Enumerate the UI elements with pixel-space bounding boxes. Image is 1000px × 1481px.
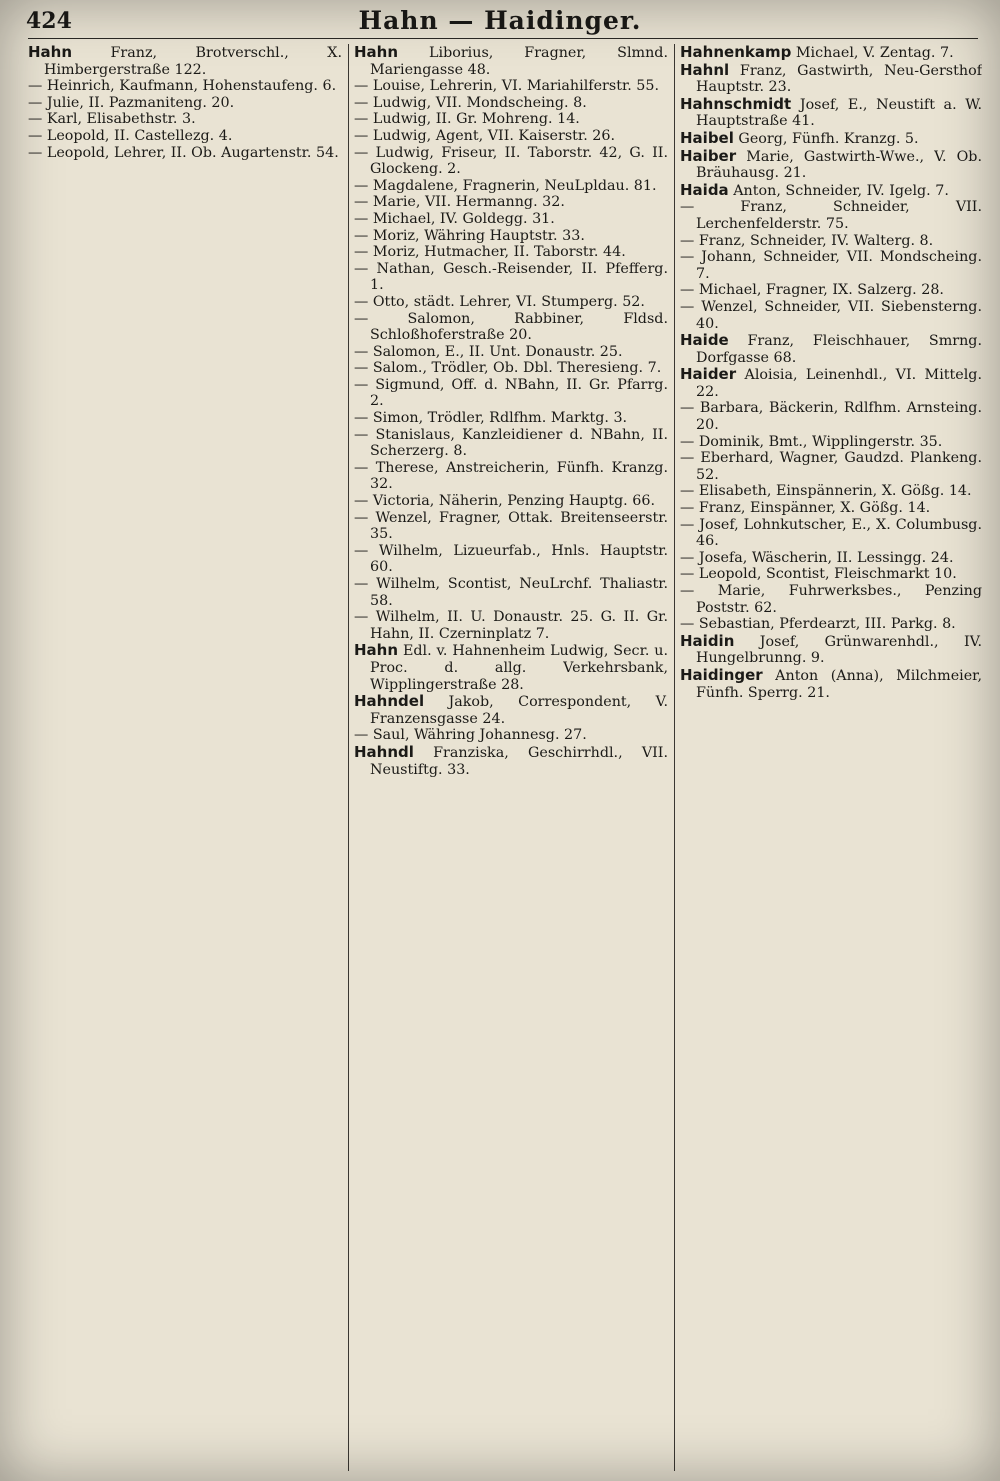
directory-entry xyxy=(680,282,982,299)
entry-surname: Haida xyxy=(680,180,729,199)
entry-surname: Hahnschmidt xyxy=(680,94,792,113)
column-divider xyxy=(674,44,675,1471)
entry-text: — Leopold, II. Castellezg. 4. xyxy=(28,127,233,144)
entry-text: Marie, Gastwirth-Wwe., V. Ob. Bräuhausg. 21. xyxy=(696,148,982,182)
running-title: Hahn — Haidinger. xyxy=(358,6,642,35)
entry-surname: Haiber xyxy=(680,146,737,165)
directory-entry xyxy=(680,233,982,250)
directory-entry xyxy=(354,427,668,460)
directory-entry xyxy=(354,360,668,377)
directory-entry xyxy=(354,178,668,195)
entry-text: — Magdalene, Fragnerin, NeuLpldau. 81. xyxy=(354,177,657,194)
directory-entry xyxy=(354,294,668,311)
directory-entry xyxy=(354,693,668,727)
entry-surname: Haidin xyxy=(680,631,735,650)
directory-entry xyxy=(680,667,982,701)
entry-text: Franziska, Geschirrhdl., VII. Neustiftg. 33. xyxy=(370,744,668,778)
entry-text: Anton, Schneider, IV. Igelg. 7. xyxy=(733,182,949,199)
directory-entry xyxy=(680,299,982,332)
directory-entry xyxy=(680,148,982,182)
entry-text: — Ludwig, VII. Mondscheing. 8. xyxy=(354,94,587,111)
directory-entry xyxy=(680,182,982,200)
directory-entry xyxy=(680,249,982,282)
directory-entry xyxy=(680,583,982,616)
entry-text: — Wilhelm, Scontist, NeuLrchf. Thaliastr. 58. xyxy=(354,576,668,609)
entry-surname: Hahnenkamp xyxy=(680,44,792,61)
directory-entry xyxy=(680,199,982,232)
entry-text: — Moriz, Währing Hauptstr. 33. xyxy=(354,227,585,244)
page-header xyxy=(0,0,1000,40)
directory-entry xyxy=(354,493,668,510)
entry-surname: Hahn xyxy=(354,44,399,61)
entry-text: — Julie, II. Pazmaniteng. 20. xyxy=(28,94,235,111)
entry-text: — Wenzel, Schneider, VII. Siebensterng. 40. xyxy=(680,298,982,332)
entry-text: — Stanislaus, Kanzleidiener d. NBahn, II. Scherzerg. 8. xyxy=(354,426,668,460)
directory-entry xyxy=(354,145,668,178)
directory-entry xyxy=(354,576,668,609)
directory-entry xyxy=(354,377,668,410)
entry-text: — Louise, Lehrerin, VI. Mariahilferstr. 55. xyxy=(354,78,660,95)
entry-text: — Wenzel, Fragner, Ottak. Breitenseerstr. 35. xyxy=(354,509,668,543)
entry-text: — Heinrich, Kaufmann, Hohenstaufeng. 6. xyxy=(28,78,337,95)
directory-entry xyxy=(354,261,668,294)
directory-entry xyxy=(354,44,668,78)
column-2 xyxy=(354,44,668,1473)
directory-entry xyxy=(28,145,342,162)
directory-entry xyxy=(680,366,982,400)
entry-text: — Leopold, Scontist, Fleischmarkt 10. xyxy=(680,566,957,583)
entry-text: Edl. v. Hahnenheim Ludwig, Secr. u. Proc. d. allg. Verkehrsbank, Wipplingerstraße 28. xyxy=(370,643,668,693)
entry-text: — Victoria, Näherin, Penzing Hauptg. 66. xyxy=(354,493,656,510)
directory-entry xyxy=(680,566,982,583)
directory-entry xyxy=(28,44,342,78)
entry-text: — Dominik, Bmt., Wipplingerstr. 35. xyxy=(680,433,943,450)
directory-entry xyxy=(354,211,668,228)
entry-text: — Franz, Einspänner, X. Gößg. 14. xyxy=(680,500,931,517)
directory-entry xyxy=(680,130,982,148)
entry-surname: Haibel xyxy=(680,128,734,147)
directory-entry xyxy=(354,744,668,778)
directory-entry xyxy=(354,78,668,95)
entry-text: — Ludwig, Friseur, II. Taborstr. 42, G. II. Glockeng. 2. xyxy=(354,144,668,178)
entry-text: — Johann, Schneider, VII. Mondscheing. 7. xyxy=(680,249,982,282)
directory-entry xyxy=(354,510,668,543)
entry-text: — Karl, Elisabethstr. 3. xyxy=(28,111,196,128)
directory-entry xyxy=(680,434,982,451)
directory-entry xyxy=(354,244,668,261)
entry-text: — Wilhelm, II. U. Donaustr. 25. G. II. Gr. Hahn, II. Czerninplatz 7. xyxy=(354,609,668,642)
entry-text: — Leopold, Lehrer, II. Ob. Augartenstr. 54. xyxy=(28,144,339,161)
entry-text: — Salomon, E., II. Unt. Donaustr. 25. xyxy=(354,343,623,360)
entry-text: — Salom., Trödler, Ob. Dbl. Theresieng. 7. xyxy=(354,360,662,377)
entry-text: — Elisabeth, Einspännerin, X. Gößg. 14. xyxy=(680,483,972,500)
entry-text: — Saul, Währing Johannesg. 27. xyxy=(354,727,587,744)
directory-entry xyxy=(680,96,982,130)
entry-text: — Salomon, Rabbiner, Fldsd. Schloßhoferstraße 20. xyxy=(354,310,668,344)
entry-text: Franz, Fleischhauer, Smrng. Dorfgasse 68. xyxy=(696,333,982,366)
entry-text: — Eberhard, Wagner, Gaudzd. Plankeng. 52. xyxy=(680,450,982,483)
entry-text: — Josef, Lohnkutscher, E., X. Columbusg. 46. xyxy=(680,516,982,550)
directory-entry xyxy=(680,62,982,96)
entry-text: Michael, V. Zentag. 7. xyxy=(795,45,954,61)
directory-entry xyxy=(354,111,668,128)
entry-text: — Simon, Trödler, Rdlfhm. Marktg. 3. xyxy=(354,410,628,427)
directory-entry xyxy=(354,311,668,344)
entry-text: Franz, Brotverschl., X. Himbergerstraße 122. xyxy=(44,45,342,78)
directory-entry xyxy=(354,194,668,211)
entry-text: Liborius, Fragner, Slmnd. Mariengasse 48. xyxy=(370,45,668,78)
entry-text: — Nathan, Gesch.-Reisender, II. Pfefferg. 1. xyxy=(354,260,668,294)
entry-text: Josef, E., Neustift a. W. Hauptstraße 41. xyxy=(696,96,982,130)
entry-text: — Wilhelm, Lizueurfab., Hnls. Hauptstr. 60. xyxy=(354,542,668,576)
entry-text: — Franz, Schneider, VII. Lerchenfelderstr. 75. xyxy=(680,199,982,232)
directory-entry xyxy=(680,332,982,366)
entry-text: — Franz, Schneider, IV. Walterg. 8. xyxy=(680,232,934,249)
column-3 xyxy=(680,44,982,1473)
entry-surname: Hahndel xyxy=(354,692,425,711)
directory-entry xyxy=(680,517,982,550)
directory-entry xyxy=(680,550,982,567)
entry-text: — Sigmund, Off. d. NBahn, II. Gr. Pfarrg. 2. xyxy=(354,376,668,410)
directory-entry xyxy=(680,44,982,62)
directory-entry xyxy=(354,727,668,744)
directory-entry xyxy=(28,128,342,145)
entry-text: — Michael, Fragner, IX. Salzerg. 28. xyxy=(680,282,944,299)
entry-text: Anton (Anna), Milchmeier, Fünfh. Sperrg. 21. xyxy=(696,667,982,701)
directory-entry xyxy=(680,500,982,517)
entry-text: — Josefa, Wäscherin, II. Lessingg. 24. xyxy=(680,549,954,566)
directory-entry xyxy=(680,483,982,500)
entry-text: Georg, Fünfh. Kranzg. 5. xyxy=(738,130,919,147)
entry-text: — Michael, IV. Goldegg. 31. xyxy=(354,210,555,227)
entry-surname: Haidinger xyxy=(680,665,763,684)
directory-entry xyxy=(28,111,342,128)
entry-text: Josef, Grünwarenhdl., IV. Hungelbrunng. 9. xyxy=(696,633,982,667)
directory-entry xyxy=(354,609,668,642)
entry-text: — Sebastian, Pferdearzt, III. Parkg. 8. xyxy=(680,616,956,633)
entry-text: — Ludwig, Agent, VII. Kaiserstr. 26. xyxy=(354,127,616,144)
entry-text: Franz, Gastwirth, Neu-Gersthof Hauptstr. 23. xyxy=(696,62,982,96)
directory-entry xyxy=(680,450,982,483)
directory-entry xyxy=(354,228,668,245)
column-divider xyxy=(348,44,349,1471)
entry-surname: Hahn xyxy=(354,641,399,660)
entry-surname: Haide xyxy=(680,331,729,350)
entry-text: — Barbara, Bäckerin, Rdlfhm. Arnsteing. 20. xyxy=(680,400,982,434)
directory-entry xyxy=(354,128,668,145)
entry-surname: Hahn xyxy=(28,44,73,61)
directory-entry xyxy=(354,344,668,361)
directory-entry xyxy=(354,410,668,427)
entry-text: — Therese, Anstreicherin, Fünfh. Kranzg. 32. xyxy=(354,459,668,493)
directory-entry xyxy=(28,78,342,95)
directory-entry xyxy=(354,95,668,112)
entry-surname: Hahnl xyxy=(680,60,730,79)
page-number: 424 xyxy=(26,8,72,34)
entry-text: — Moriz, Hutmacher, II. Taborstr. 44. xyxy=(354,244,626,261)
directory-entry xyxy=(354,543,668,576)
entry-surname: Hahndl xyxy=(354,742,414,761)
directory-entry xyxy=(354,642,668,693)
entry-text: — Marie, VII. Hermanng. 32. xyxy=(354,194,565,211)
entry-text: — Marie, Fuhrwerksbes., Penzing Poststr. 62. xyxy=(680,583,982,616)
header-rule xyxy=(28,38,978,39)
directory-entry xyxy=(680,633,982,667)
column-1 xyxy=(28,44,342,1473)
directory-entry xyxy=(28,95,342,112)
directory-entry xyxy=(680,400,982,433)
directory-entry xyxy=(680,616,982,633)
entry-text: Jakob, Correspondent, V. Franzensgasse 24. xyxy=(370,694,668,727)
entry-text: — Ludwig, II. Gr. Mohreng. 14. xyxy=(354,111,580,128)
entry-text: Aloisia, Leinenhdl., VI. Mittelg. 22. xyxy=(696,367,982,400)
entry-surname: Haider xyxy=(680,365,737,384)
entry-text: — Otto, städt. Lehrer, VI. Stumperg. 52. xyxy=(354,293,645,310)
directory-entry xyxy=(354,460,668,493)
